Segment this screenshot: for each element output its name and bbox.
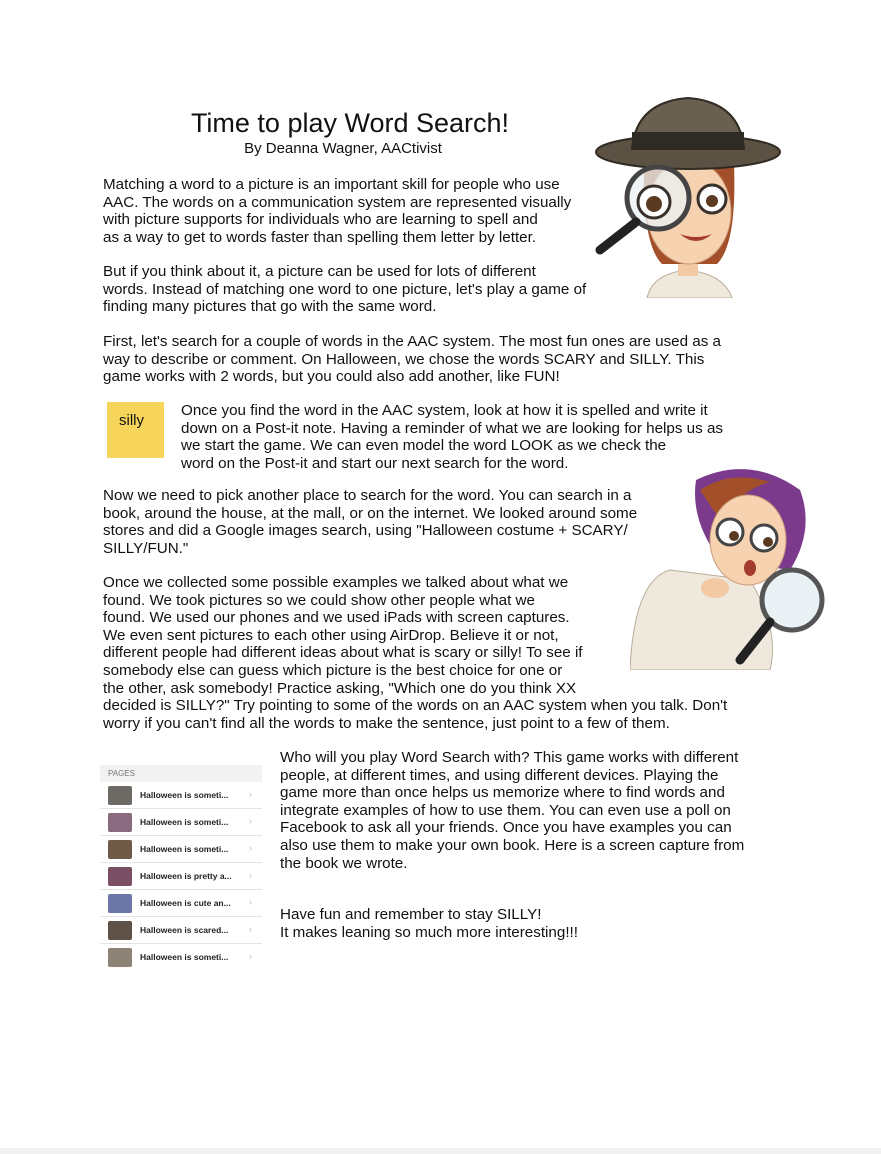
page-label: Halloween is someti... (140, 952, 229, 962)
chevron-right-icon: › (249, 789, 252, 799)
chevron-right-icon: › (249, 843, 252, 853)
text-line: word on the Post-it and start our next search for the word. (181, 454, 569, 472)
page-thumbnail (108, 948, 132, 967)
text-line: First, let's search for a couple of words in the AAC system. The most fun ones are used as a (103, 333, 721, 350)
paragraph-search-places (103, 487, 637, 557)
chevron-right-icon: › (249, 924, 252, 934)
text-line: the other, ask somebody! Practice asking, "Which one do you think XX (103, 679, 577, 697)
text-line: It makes leaning so much more interesting!!! (280, 923, 578, 941)
page-list-item[interactable] (100, 782, 262, 809)
text-line: Once you find the word in the AAC system, look at how it is spelled and write it (181, 402, 708, 419)
text-line: Matching a word to a picture is an important skill for people who use (103, 176, 560, 193)
page-thumbnail (108, 786, 132, 805)
post-it-text: silly (119, 412, 144, 429)
text-line: we start the game. We can even model the word LOOK as we check the (181, 437, 667, 455)
page-list-item[interactable] (100, 809, 262, 836)
page-thumbnail (108, 867, 132, 886)
text-line: Who will you play Word Search with? This game works with different (280, 749, 739, 766)
chevron-right-icon: › (249, 870, 252, 880)
chevron-right-icon: › (249, 897, 252, 907)
page-list-item[interactable] (100, 917, 262, 944)
page-list-item[interactable] (100, 863, 262, 890)
paragraph-closing (280, 906, 578, 941)
text-line: somebody else can guess which picture is the best choice for one or (103, 661, 563, 679)
text-line: game more than once helps us memorize where to find words and (280, 784, 725, 802)
page-label: Halloween is cute an... (140, 898, 231, 908)
text-line: words. Instead of matching one word to one picture, let's play a game of (103, 280, 587, 298)
chevron-right-icon: › (249, 816, 252, 826)
page-label: Halloween is pretty a... (140, 871, 232, 881)
page-list-item[interactable] (100, 836, 262, 863)
text-line: found. We used our phones and we used iPads with screen captures. (103, 609, 570, 627)
post-it-note (107, 402, 164, 458)
paragraph-picture-words (103, 263, 586, 316)
page-thumbnail (108, 921, 132, 940)
page-bottom-edge (0, 1148, 881, 1154)
paragraph-examples (103, 574, 727, 732)
text-line: also use them to make your own book. Here is a screen capture from (280, 836, 745, 854)
text-line: stores and did a Google images search, using "Halloween costume + SCARY/ (103, 522, 628, 540)
text-line: people, at different times, and using different devices. Playing the (280, 766, 719, 784)
text-line: SILLY/FUN." (103, 539, 189, 557)
text-line: decided is SILLY?" Try pointing to some of the words on an AAC system when you talk. Don't (103, 697, 728, 715)
text-line: Now we need to pick another place to search for the word. You can search in a (103, 487, 632, 504)
text-line: finding many pictures that go with the same word. (103, 298, 437, 316)
paragraph-search-words (103, 333, 721, 386)
detective-avatar-icon (592, 94, 784, 298)
text-line: book, around the house, at the mall, or on the internet. We looked around some (103, 504, 638, 522)
text-line: the book we wrote. (280, 854, 408, 872)
page-label: Halloween is someti... (140, 844, 229, 854)
page-thumbnail (108, 840, 132, 859)
page-list-item[interactable] (100, 890, 262, 917)
text-line: found. We took pictures so we could show other people what we (103, 591, 535, 609)
pages-panel (100, 765, 262, 975)
text-line: worry if you can't find all the words to make the sentence, just point to a few of them. (103, 714, 670, 732)
page-thumbnail (108, 894, 132, 913)
chevron-right-icon: › (249, 951, 252, 961)
paragraph-intro (103, 176, 571, 246)
text-line: Have fun and remember to stay SILLY! (280, 906, 542, 923)
text-line: Facebook to ask all your friends. Once you have examples you can (280, 819, 732, 837)
page-thumbnail (108, 813, 132, 832)
text-line: AAC. The words on a communication system are represented visually (103, 193, 572, 211)
page-label: Halloween is scared... (140, 925, 229, 935)
text-line: But if you think about it, a picture can be used for lots of different (103, 263, 536, 280)
paragraph-play-with (280, 749, 744, 872)
text-line: game works with 2 words, but you could also add another, like FUN! (103, 368, 560, 386)
pages-panel-header: PAGES (100, 765, 262, 782)
page-title: Time to play Word Search! (190, 108, 510, 138)
text-line: We even sent pictures to each other using AirDrop. Believe it or not, (103, 626, 559, 644)
text-line: Once we collected some possible examples we talked about what we (103, 574, 569, 591)
page-label: Halloween is someti... (140, 790, 229, 800)
page-list-item[interactable] (100, 944, 262, 971)
page-label: Halloween is someti... (140, 817, 229, 827)
text-line: with picture supports for individuals who are learning to spell and (103, 211, 538, 229)
text-line: integrate examples of how to use them. You can even use a poll on (280, 801, 731, 819)
text-line: down on a Post-it note. Having a reminder of what we are looking for helps us as (181, 419, 723, 437)
text-line: different people had different ideas about what is scary or silly! To see if (103, 644, 583, 662)
text-line: way to describe or comment. On Halloween, we chose the words SCARY and SILLY. This (103, 350, 705, 368)
byline: By Deanna Wagner, AACtivist (244, 140, 442, 157)
text-line: as a way to get to words faster than spelling them letter by letter. (103, 228, 537, 246)
